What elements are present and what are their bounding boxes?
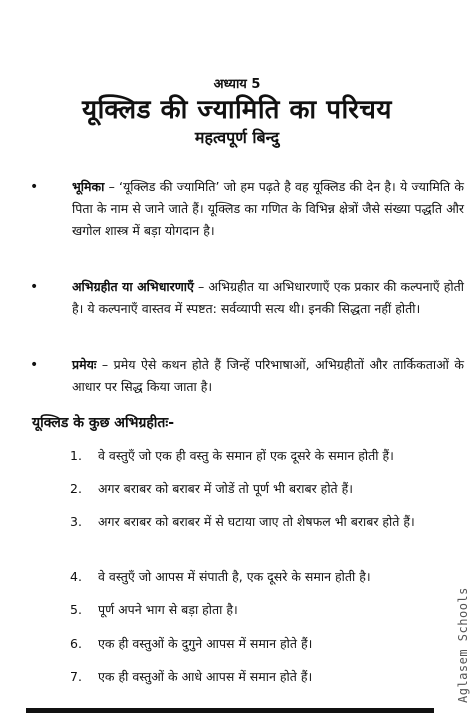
bullet-term: भूमिका — [72, 179, 105, 194]
watermark — [454, 555, 474, 705]
watermark-text: Aglasem Schools — [456, 587, 470, 703]
bottom-divider — [26, 708, 434, 713]
chapter-label: अध्याय 5 — [213, 77, 261, 92]
bullet-marker: • — [30, 279, 39, 295]
axiom-number: 4. — [70, 569, 82, 584]
axiom-text: वे वस्तुएँ जो एक ही वस्तु के समान हों एक दूसरे के समान होती हैं। — [98, 448, 394, 463]
bullet-body: – ‘यूक्लिड की ज्यामिति’ जो हम पढ़ते है वह यूक्लिड की देन है। ये ज्यामिति के पिता के नाम से जाने जाते हैं। यूक्लिड का गणित के विभिन्न क्षेत्रों जैसे संख्या पद्धति और खगोल शास्त्र में बड़ा योगदान है। — [72, 179, 464, 238]
axiom-text: अगर बराबर को बराबर में से घटाया जाए तो शेषफल भी बराबर होते हैं। — [98, 514, 415, 529]
bullet-text — [72, 276, 464, 320]
bullet-body: – अभिग्रहीत या अभिधारणाएँ एक प्रकार की कल्पनाएँ होती है। ये कल्पनाएँ वास्तव में स्पष्टत: सर्वव्यापी सत्य थी। इनकी सिद्धता नहीं होती। — [72, 279, 464, 316]
axiom-number: 2. — [70, 481, 82, 496]
axiom-number: 7. — [70, 669, 82, 684]
axioms-heading: यूक्लिड के कुछ अभिग्रहीतः- — [32, 415, 175, 431]
axiom-text: एक ही वस्तुओं के दुगुने आपस में समान होते हैं। — [98, 636, 313, 651]
axiom-number: 3. — [70, 514, 82, 529]
axiom-text: वे वस्तुएँ जो आपस में संपाती है, एक दूसरे के समान होती है। — [98, 569, 371, 584]
bullet-marker: • — [30, 357, 39, 373]
axiom-number: 1. — [70, 448, 82, 463]
bullet-term: प्रमेयः — [72, 357, 97, 372]
bullet-marker: • — [30, 179, 39, 195]
bullet-text — [72, 176, 464, 242]
bullet-text — [72, 354, 464, 398]
bullet-body: – प्रमेय ऐसे कथन होते हैं जिन्हें परिभाषाओं, अभिग्रहीतों और तार्किकताओं के आधार पर सिद्ध किया जाता है। — [72, 357, 464, 394]
axiom-number: 5. — [70, 602, 82, 617]
axiom-text: अगर बराबर को बराबर में जोडें तो पूर्ण भी बराबर होते हैं। — [98, 481, 354, 496]
page-title: यूक्लिड की ज्यामिति का परिचय — [82, 95, 392, 125]
axiom-number: 6. — [70, 636, 82, 651]
axiom-text: एक ही वस्तुओं के आधे आपस में समान होते हैं। — [98, 669, 313, 684]
bullet-term: अभिग्रहीत या अभिधारणाएँ — [72, 279, 194, 294]
page-subtitle: महत्वपूर्ण बिन्दु — [194, 128, 280, 147]
axiom-text: पूर्ण अपने भाग से बड़ा होता है। — [98, 602, 238, 617]
